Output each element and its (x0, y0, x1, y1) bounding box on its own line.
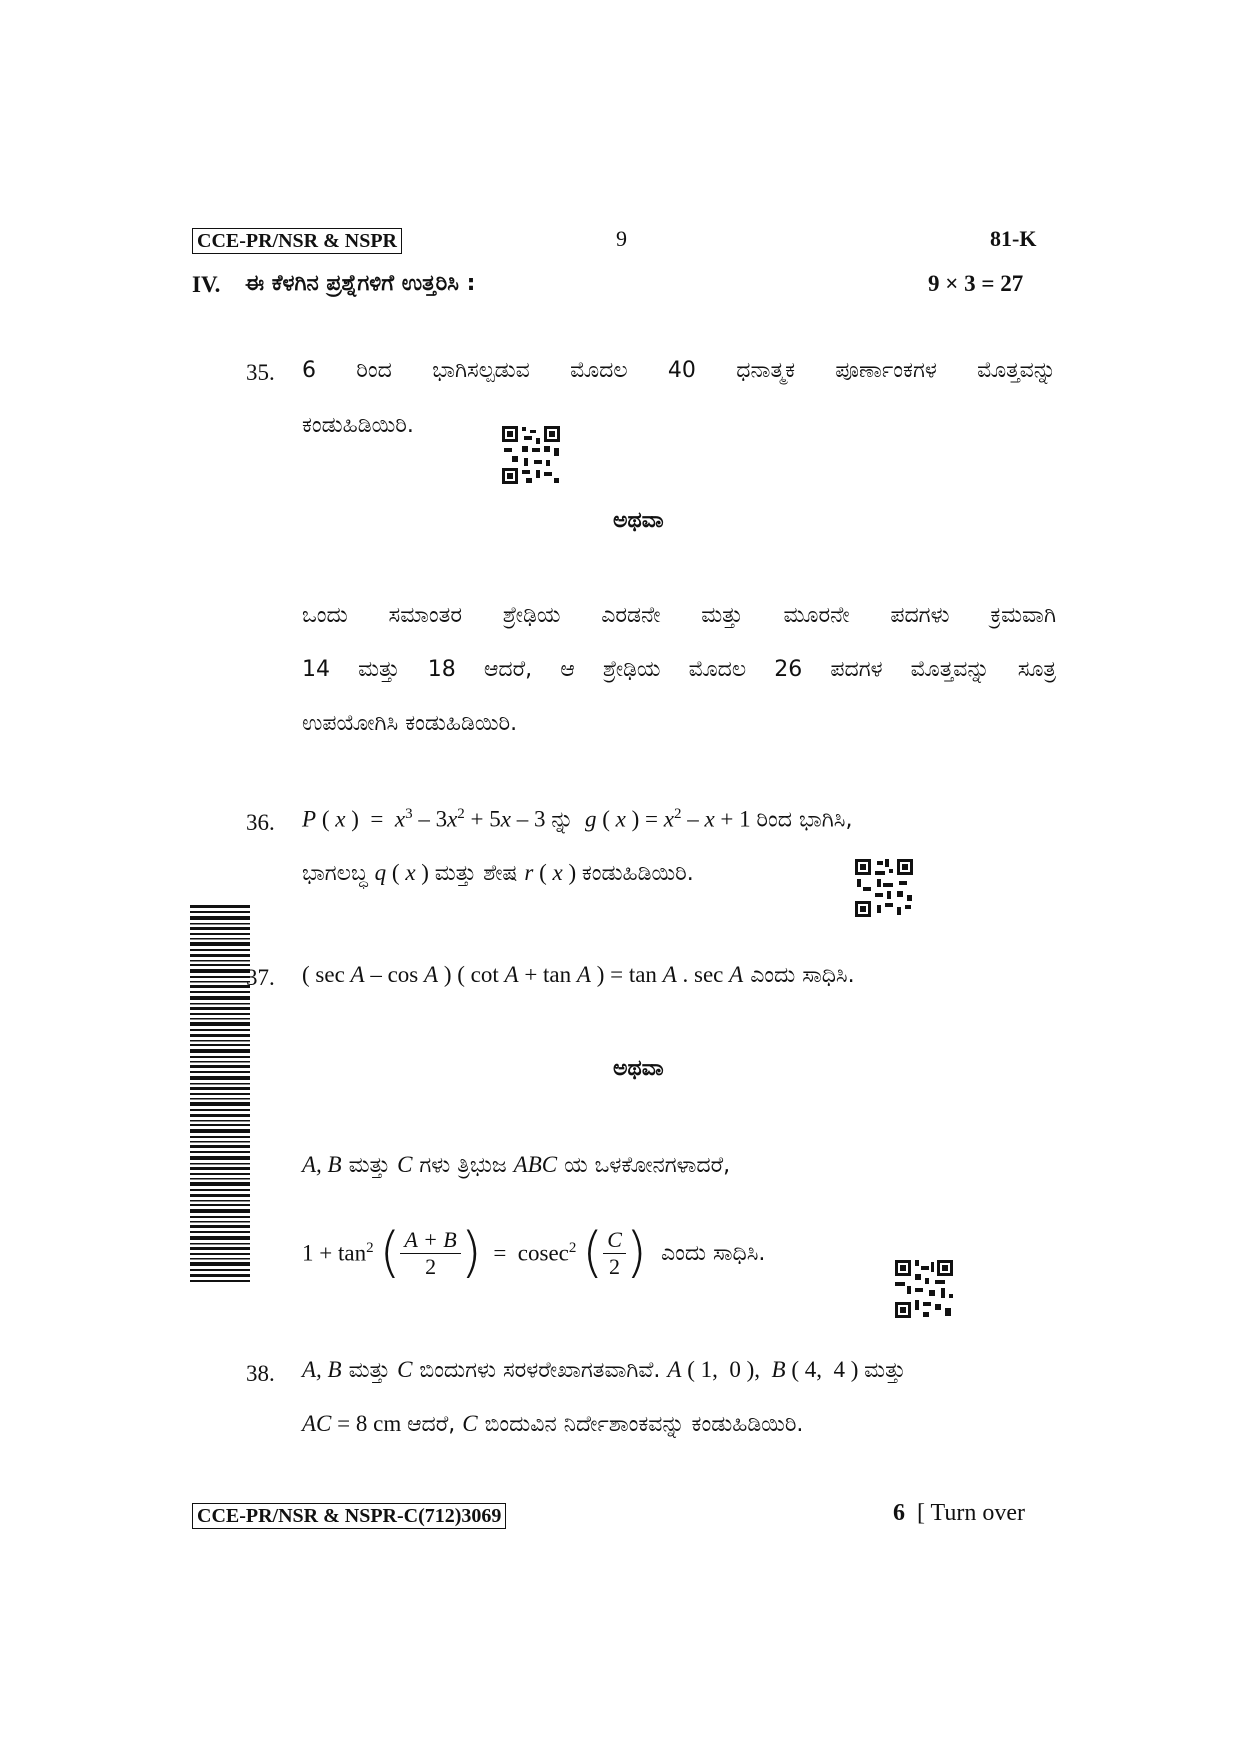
q35-line2: ಕಂಡುಹಿಡಿಯಿರಿ. (302, 413, 414, 438)
qr-code-icon (500, 424, 562, 486)
q37-line1: ( sec A – cos A ) ( cot A + tan A ) = tan A . sec A ಎಂದು ಸಾಧಿಸಿ. (302, 962, 855, 988)
q38-adare: ಆದರೆ, (406, 1412, 456, 1437)
q38-find: ಬಿಂದುವಿನ ನಿರ್ದೇಶಾಂಕವನ್ನು ಕಂಡುಹಿಡಿಯಿರಿ. (484, 1412, 804, 1437)
section-instruction: ಈ ಕೆಳಗಿನ ಪ್ರಶ್ನೆಗಳಿಗೆ ಉತ್ತರಿಸಿ : (245, 271, 476, 296)
section-marks: 9 × 3 = 27 (928, 271, 1024, 296)
barcode-icon (190, 905, 250, 1283)
q38-collinear: ಬಿಂದುಗಳು ಸರಳರೇಖಾಗತವಾಗಿವೆ. (419, 1358, 661, 1383)
sheet-number: 6 (893, 1500, 905, 1526)
q36-bhagalabdha: ಭಾಗಲಬ್ಧ (302, 861, 368, 886)
q37-alt-prove: ಎಂದು ಸಾಧಿಸಿ. (660, 1240, 766, 1266)
footer-code-box: CCE-PR/NSR & NSPR-C(712)3069 (192, 1503, 506, 1529)
q35-alt-line3: ಉಪಯೋಗಿಸಿ ಕಂಡುಹಿಡಿಯಿರಿ. (302, 711, 518, 736)
q37-prove: ಎಂದು ಸಾಧಿಸಿ. (750, 963, 855, 988)
q36-line2: ಭಾಗಲಬ್ಧ q ( x ) ಮತ್ತು ಶೇಷ r ( x ) ಕಂಡುಹಿಡಿಯಿರಿ. (302, 860, 694, 886)
qr-code-icon (893, 1258, 955, 1320)
q36-mattu-shesha: ಮತ್ತು ಶೇಷ (434, 861, 518, 886)
q35-alt-line1: ಒಂದು ಸಮಾಂತರ ಶ್ರೇಢಿಯ ಎರಡನೇ ಮತ್ತು ಮೂರನೇ ಪದಗಳು ಕ್ರಮವಾಗಿ (302, 603, 1056, 628)
q37-alt-formula: $1 + \tan^2$ ( $\frac{A + B}{2}$ ) = cosec$^2$ ( $\frac{C}{2}$ ) ಎಂದು ಸಾಧಿಸಿ. (302, 1221, 766, 1284)
q38-line1: A, B ಮತ್ತು C ಬಿಂದುಗಳು ಸರಳರೇಖಾಗತವಾಗಿವೆ. A ( 1, 0 ), B ( 4, 4 ) ಮತ್ತು (302, 1357, 906, 1383)
section-numeral: IV. (192, 272, 221, 297)
paper-code: 81-K (990, 226, 1037, 251)
q38-mattu2: ಮತ್ತು (864, 1358, 906, 1383)
q38-number: 38. (246, 1361, 275, 1386)
q35-line1: 6 ರಿಂದ ಭಾಗಿಸಲ್ಪಡುವ ಮೊದಲ 40 ಧನಾತ್ಮಕ ಪೂರ್ಣಾಂಕಗಳ ಮೊತ್ತವನ್ನು (302, 358, 1056, 383)
qr-code-icon (853, 857, 915, 919)
q38-line2: AC = 8 cm ಆದರೆ, C ಬಿಂದುವಿನ ನಿರ್ದೇಶಾಂಕವನ್ನು ಕಂಡುಹಿಡಿಯಿರಿ. (302, 1411, 804, 1437)
footer-turn-over (893, 1500, 1025, 1527)
q36-number: 36. (246, 810, 275, 835)
header-code-box: CCE-PR/NSR & NSPR (192, 228, 402, 254)
or-label: ಅಥವಾ (613, 508, 664, 533)
fraction-a-plus-b-over-2: $\frac{A + B}{2}$ (400, 1227, 460, 1280)
q36-find: ಕಂಡುಹಿಡಿಯಿರಿ. (581, 861, 694, 886)
q36-rinda: ರಿಂದ ಭಾಗಿಸಿ, (756, 807, 853, 833)
q37-alt-rest: ಯ ಒಳಕೋನಗಳಾದರೆ, (564, 1153, 731, 1178)
q36-nnu: ನ್ನು (551, 807, 574, 833)
q35-alt-line2: 14 ಮತ್ತು 18 ಆದರೆ, ಆ ಶ್ರೇಢಿಯ ಮೊದಲ 26 ಪದಗಳ ಮೊತ್ತವನ್ನು ಸೂತ್ರ (302, 657, 1056, 682)
q38-mattu: ಮತ್ತು (348, 1358, 391, 1383)
q35-number: 35. (246, 360, 275, 385)
q37-alt-mattu: ಮತ್ತು (348, 1153, 391, 1178)
q36-line1: P ( x ) = $x^3 - 3x^2 + 5x - 3$ ನ್ನು g ( x ) = $x^2 - x + 1$ ರಿಂದ ಭಾಗಿಸಿ, (302, 806, 853, 833)
q37-alt-galu: ಗಳು ತ್ರಿಭುಜ (419, 1153, 507, 1178)
or-label: ಅಥವಾ (613, 1056, 664, 1081)
q37-alt-line1: A, B ಮತ್ತು C ಗಳು ತ್ರಿಭುಜ ABC ಯ ಒಳಕೋನಗಳಾದರೆ, (302, 1152, 731, 1178)
page-number: 9 (616, 226, 627, 251)
q37-number: 37. (246, 965, 275, 990)
turn-over-text: [ Turn over (917, 1500, 1026, 1526)
fraction-c-over-2: $\frac{C}{2}$ (603, 1227, 626, 1280)
